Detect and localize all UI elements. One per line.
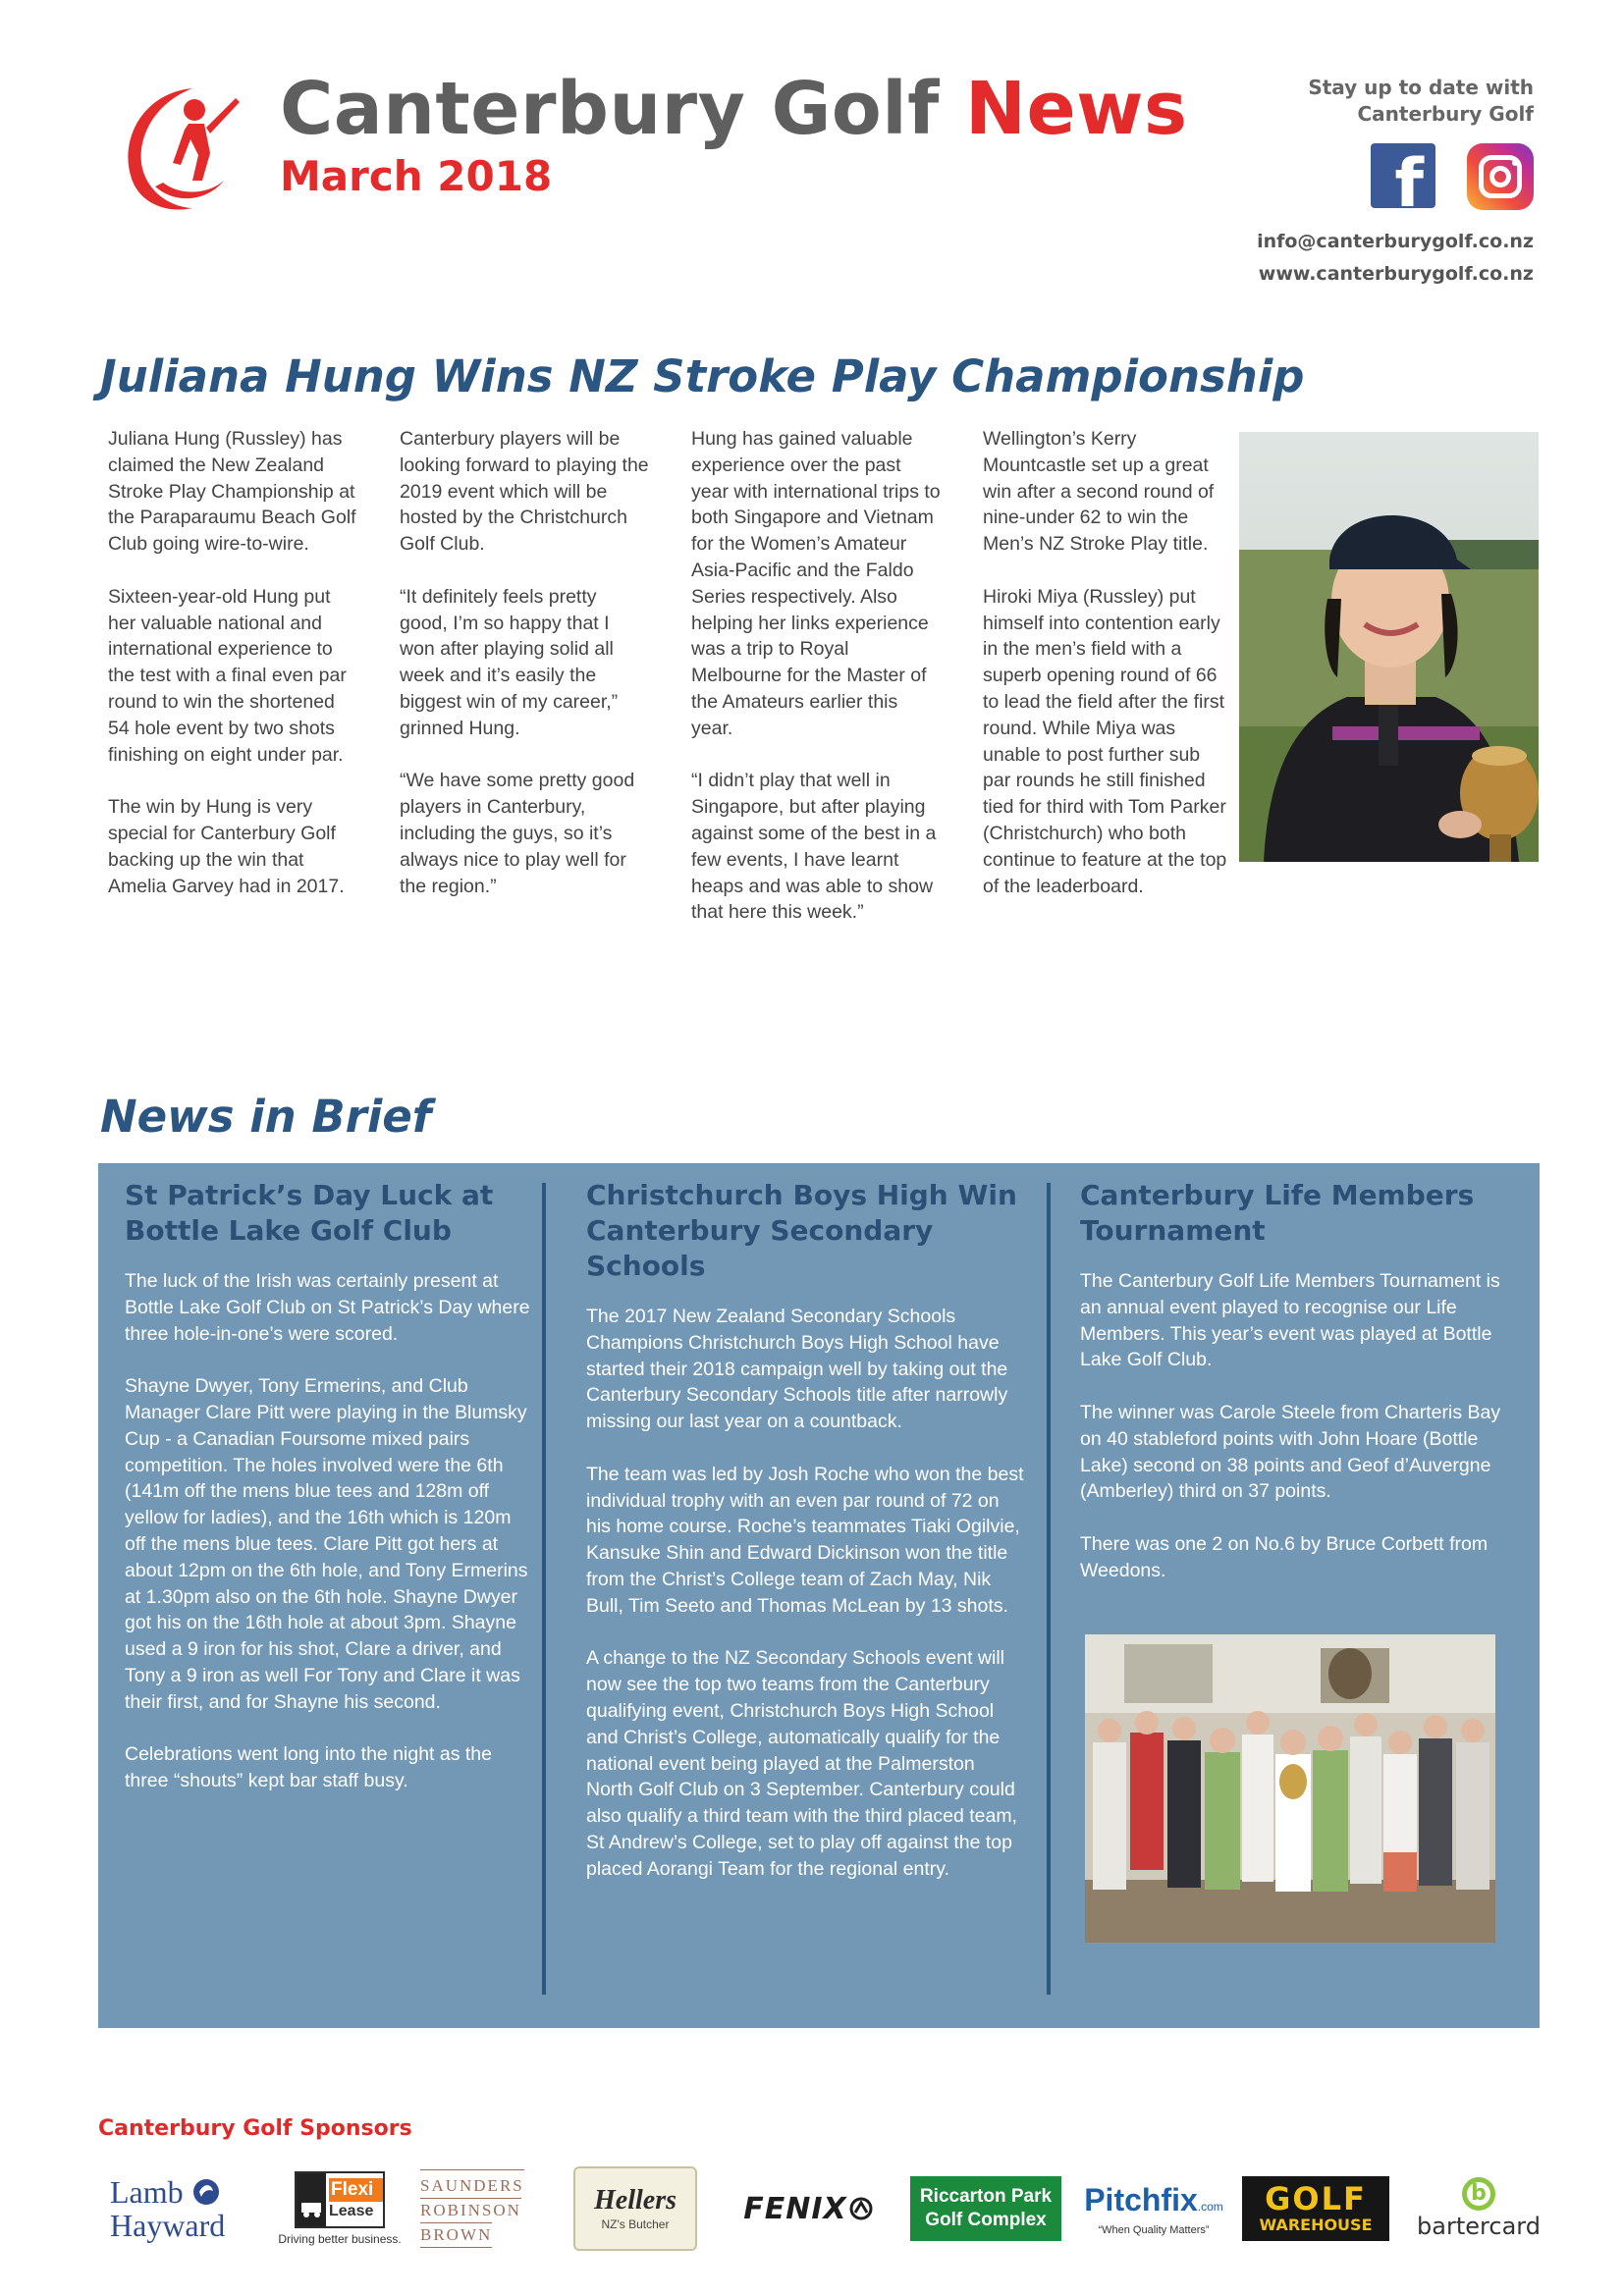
- life-members-group-photo: [1085, 1634, 1495, 1943]
- brief-paragraph: The 2017 New Zealand Secondary Schools Champions Christchurch Boys High School have started their 2018 campaign well by taking out the Canterbury Secondary Schools title after narrowly missing our last year on a countback.: [586, 1306, 1008, 1433]
- brief-column-2: [586, 1178, 1025, 1908]
- srb-line1: SAUNDERS: [420, 2169, 524, 2198]
- juliana-hung-photo: [1239, 432, 1539, 862]
- brief-column-3: [1080, 1178, 1512, 1610]
- golf-warehouse-line2: WAREHOUSE: [1259, 2216, 1373, 2234]
- story-paragraph: Sixteen-year-old Hung put her valuable national and international experience to the test with a final even par round to win the shortened 54 hole event by two shots finishing on eight under par.: [108, 585, 347, 766]
- brief-title: St Patrick’s Day Luck at Bottle Lake Golf Club: [125, 1179, 494, 1247]
- sponsor-pitchfix[interactable]: [1082, 2160, 1225, 2258]
- riccarton-line1: Riccarton Park: [919, 2186, 1053, 2207]
- pitchfix-com: .com: [1197, 2199, 1223, 2214]
- brief-paragraph: A change to the NZ Secondary Schools event will now see the top two teams from the Canterbury qualifying event, Christchurch Boys High School and Christ’s College, automatically qualify for the national event being played at the Palmerston North Golf Club on 3 September. Canterbury could also qualify a third team with the third placed team, St Andrew’s College, set to play off against the top placed Aorangi Team for the regional entry.: [586, 1647, 1017, 1880]
- newsletter-title: [280, 65, 1188, 153]
- flexi-lease-sub: Lease: [329, 2203, 374, 2219]
- story-paragraph: Juliana Hung (Russley) has claimed the New Zealand Stroke Play Championship at the Paraparaumu Beach Golf Club going wire-to-wire.: [108, 428, 356, 556]
- flexi-lease-tagline: Driving better business.: [278, 2232, 402, 2246]
- story-paragraph: Hiroki Miya (Russley) put himself into contention early in the men’s field with a superb opening round of 66 to lead the field after the first round. While Miya was unable to post further sub par rounds he still finished tied for third with Tom Parker (Christchurch) who both continue to feature at the top of the leaderboard.: [983, 585, 1227, 897]
- brief-paragraph: The team was led by Josh Roche who won the best individual trophy with an even par round of 72 on his home course. Roche’s teammates Tiaki Ogilvie, Kansuke Shin and Edward Dickinson won the title from the Christ’s College team of Zach May, Nik Bull, Tim Seeto and Thomas McLean by 13 shots.: [586, 1463, 1024, 1617]
- instagram-icon[interactable]: [1467, 143, 1534, 210]
- brief-paragraph: The luck of the Irish was certainly present at Bottle Lake Golf Club on St Patrick’s Day where three hole-in-one’s were scored.: [125, 1270, 530, 1345]
- story-paragraph: Hung has gained valuable experience over the past year with international trips to both Singapore and Vietnam for the Women’s Amateur Asia-Pacific and the Faldo Series respectively. Also helping her links experience was a trip to Royal Melbourne for the Master of the Amateurs earlier this year.: [691, 428, 941, 739]
- sponsors-heading: Canterbury Golf Sponsors: [98, 2116, 412, 2141]
- fenix-name: FENIX: [743, 2191, 847, 2226]
- sponsor-saunders-robinson-brown[interactable]: [420, 2160, 540, 2258]
- bartercard-name: bartercard: [1417, 2213, 1541, 2240]
- brief-paragraph: Celebrations went long into the night as the three “shouts” kept bar staff busy.: [125, 1743, 492, 1792]
- facebook-glyph: f: [1394, 145, 1424, 208]
- sponsor-lamb-hayward[interactable]: [110, 2160, 238, 2258]
- main-story-heading: Juliana Hung Wins NZ Stroke Play Championship: [100, 350, 1305, 402]
- social-icons: [1239, 143, 1534, 210]
- brief-paragraph: There was one 2 on No.6 by Bruce Corbett from Weedons.: [1080, 1532, 1489, 1581]
- column-divider: [542, 1183, 546, 1995]
- brief-paragraph: Shayne Dwyer, Tony Ermerins, and Club Manager Clare Pitt were playing in the Blumsky Cup - a Canadian Foursome mixed pairs competition. The holes involved were the 6th (141m off the mens blue tees and 128m off yellow for ladies), and the 16th which is 120m off the mens blue tees. Clare Pitt got hers at about 12pm on the 6th hole, and Tony Ermerins at 1.30pm also on the 6th hole. Shayne Dwyer got his on the 16th hole at about 3pm. Shayne used a 9 iron for his shot, Clare a driver, and Tony a 9 iron as well For Tony and Clare it was their first, and for Shayne his second.: [125, 1375, 528, 1713]
- flexi-lease-name: Flexi: [329, 2178, 383, 2202]
- social-tagline-line2: Canterbury Golf: [1357, 102, 1534, 126]
- story-paragraph: Canterbury players will be looking forward to playing the 2019 event which will be hosted by the Christchurch Golf Club.: [400, 428, 649, 556]
- sponsor-bartercard[interactable]: [1414, 2160, 1543, 2258]
- newsletter-title-main: Canterbury Golf: [280, 67, 966, 151]
- social-block: [1239, 75, 1534, 291]
- brief-title: Christchurch Boys High Win Canterbury Secondary Schools: [586, 1179, 1017, 1282]
- main-story-body: [108, 426, 1232, 926]
- contact-email[interactable]: info@canterburygolf.co.nz: [1257, 231, 1534, 252]
- story-paragraph: “I didn’t play that well in Singapore, but after playing against some of the best in a few events, I have learnt heaps and was able to show that here this week.”: [691, 770, 937, 924]
- story-column-1: [108, 426, 357, 926]
- srb-line2: ROBINSON: [420, 2198, 521, 2222]
- bartercard-mark-icon: [1462, 2177, 1495, 2211]
- story-paragraph: “It definitely feels pretty good, I’m so happy that I won after playing solid all week and it’s easily the biggest win of my career,” grinned Hung.: [400, 585, 619, 739]
- story-paragraph: Wellington’s Kerry Mountcastle set up a great win after a second round of nine-under 62 to win the Men’s NZ Stroke Play title.: [983, 428, 1215, 556]
- newsletter-title-accent: News: [965, 67, 1188, 151]
- bartercard-glyph: b: [1471, 2181, 1487, 2206]
- story-column-2: [400, 426, 649, 926]
- story-column-4: [983, 426, 1232, 926]
- canterbury-golf-logo: [116, 71, 244, 218]
- lamb-hayward-mark-icon: [189, 2177, 223, 2207]
- brief-title: Canterbury Life Members Tournament: [1080, 1179, 1475, 1247]
- pitchfix-tagline: “When Quality Matters”: [1098, 2223, 1210, 2236]
- flexi-lease-car-icon: [297, 2173, 326, 2230]
- sponsor-hellers[interactable]: [571, 2160, 699, 2258]
- issue-date: March 2018: [280, 152, 553, 200]
- news-in-brief-heading: News in Brief: [100, 1091, 432, 1143]
- contact-website[interactable]: www.canterburygolf.co.nz: [1258, 263, 1534, 285]
- story-column-3: [691, 426, 941, 926]
- story-paragraph: The win by Hung is very special for Canterbury Golf backing up the win that Amelia Garvey had in 2017.: [108, 796, 345, 897]
- facebook-icon[interactable]: [1371, 143, 1435, 208]
- golf-warehouse-line1: GOLF: [1265, 2180, 1367, 2217]
- column-divider: [1047, 1183, 1051, 1995]
- riccarton-line2: Golf Complex: [925, 2210, 1047, 2230]
- brief-column-1: [125, 1178, 532, 1821]
- fenix-emblem-icon: [849, 2197, 873, 2220]
- lamb-hayward-line2: Hayward: [110, 2208, 226, 2243]
- hellers-name: Hellers: [594, 2185, 677, 2216]
- lamb-hayward-line1: Lamb: [110, 2174, 184, 2210]
- sponsor-riccarton-park[interactable]: [909, 2160, 1062, 2258]
- sponsor-fenix[interactable]: [725, 2160, 892, 2258]
- brief-paragraph: The winner was Carole Steele from Charteris Bay on 40 stableford points with John Hoare (Bottle Lake) second on 38 points and Geof d’Auvergne (Amberley) third on 37 points.: [1080, 1401, 1501, 1503]
- story-paragraph: “We have some pretty good players in Canterbury, including the guys, so it’s always nice to play well for the region.”: [400, 770, 635, 897]
- sponsor-flexi-lease[interactable]: [278, 2160, 402, 2258]
- hellers-sub: NZ's Butcher: [601, 2217, 670, 2231]
- pitchfix-name: Pitchfix: [1084, 2181, 1198, 2217]
- masthead: [280, 65, 1188, 202]
- brief-paragraph: The Canterbury Golf Life Members Tournament is an annual event played to recognise our Life Members. This year’s event was played at Bottle Lake Golf Club.: [1080, 1270, 1500, 1371]
- sponsor-golf-warehouse[interactable]: [1241, 2160, 1390, 2258]
- social-tagline-line1: Stay up to date with: [1308, 76, 1534, 99]
- srb-line3: BROWN: [420, 2222, 492, 2248]
